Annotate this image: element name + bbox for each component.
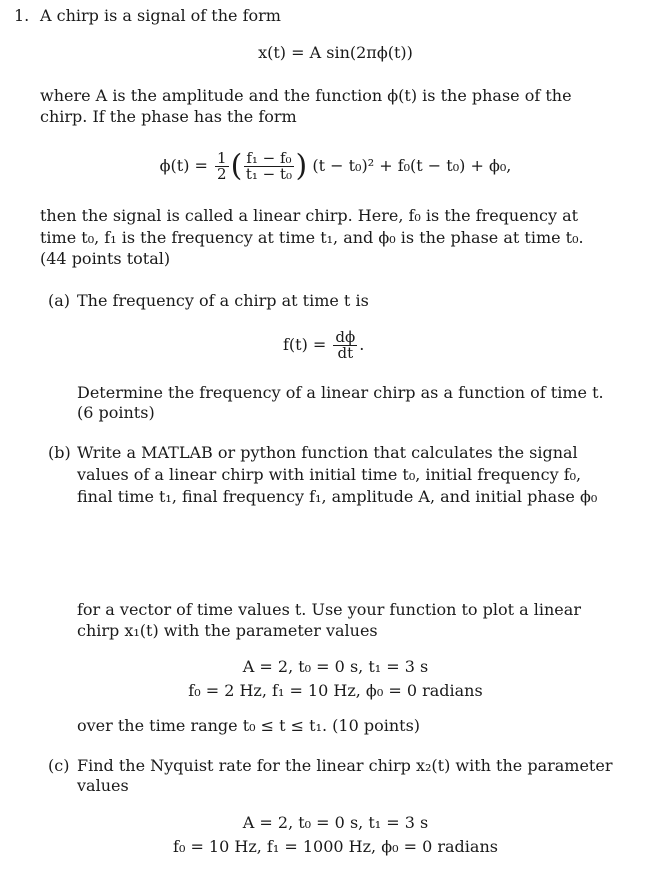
part-b-params-1: A = 2, t₀ = 0 s, t₁ = 3 s (242, 657, 429, 676)
part-c-line-2: values (77, 776, 129, 795)
phase-tail: (t − t₀)² + f₀(t − t₀) + ϕ₀, (312, 156, 512, 175)
problem-number: 1. (14, 6, 30, 25)
derivative-numerator: dϕ (335, 328, 356, 346)
frequency-lhs: f(t) = (283, 335, 327, 354)
part-c-params-2: f₀ = 10 Hz, f₁ = 1000 Hz, ϕ₀ = 0 radians (173, 837, 498, 856)
where-line-2: chirp. If the phase has the form (40, 107, 297, 126)
half-fraction (215, 151, 229, 182)
part-a-label: (a) (48, 291, 71, 310)
slope-denominator: t₁ − t₀ (245, 165, 293, 183)
half-denominator: 2 (217, 165, 227, 183)
phase-equation: ϕ(t) = $\frac{1}{2}$ ( $\frac{\text{f₁ − f₀}}{\text{t₁ − t₀}}$ ) (t − t₀)² + f₀(t − t₀) + ϕ₀, (159, 148, 512, 184)
part-c-line-1: Find the Nyquist rate for the linear chirp x₂(t) with the parameter (77, 756, 613, 775)
points-total: (44 points total) (40, 249, 171, 268)
frequency-eq-end: . (359, 335, 365, 354)
then-line-2: time t₀, f₁ is the frequency at time t₁, and ϕ₀ is the phase at time t₀. (40, 228, 584, 247)
part-a-determine-2: (6 points) (77, 403, 155, 422)
phase-lhs: ϕ(t) = (159, 156, 208, 175)
part-b-range: over the time range t₀ ≤ t ≤ t₁. (10 points) (77, 716, 421, 735)
part-b-cont-2: chirp x₁(t) with the parameter values (77, 621, 378, 640)
part-c-params-1: A = 2, t₀ = 0 s, t₁ = 3 s (242, 813, 429, 832)
part-a-text: The frequency of a chirp at time t is (77, 291, 369, 310)
slope-fraction (244, 151, 293, 182)
slope-numerator: f₁ − f₀ (246, 149, 292, 167)
part-b-line-1: Write a MATLAB or python function that calculates the signal (77, 443, 578, 462)
where-line-1: where A is the amplitude and the function ϕ(t) is the phase of the (40, 86, 572, 105)
part-b-params-2: f₀ = 2 Hz, f₁ = 10 Hz, ϕ₀ = 0 radians (188, 681, 483, 700)
signal-equation: x(t) = A sin(2πϕ(t)) (258, 43, 413, 62)
derivative-fraction (333, 330, 357, 361)
part-b-line-2: values of a linear chirp with initial time t₀, initial frequency f₀, (77, 465, 582, 484)
part-b-cont-1: for a vector of time values t. Use your function to plot a linear (77, 600, 581, 619)
part-a-determine-1: Determine the frequency of a linear chirp as a function of time t. (77, 383, 604, 402)
frequency-equation (283, 325, 364, 365)
derivative-denominator: dt (337, 344, 354, 362)
part-b-line-3: final time t₁, final frequency f₁, amplitude A, and initial phase ϕ₀ (77, 487, 598, 506)
part-b-label: (b) (48, 443, 71, 462)
problem-intro: A chirp is a signal of the form (40, 6, 281, 25)
then-line-1: then the signal is called a linear chirp. Here, f₀ is the frequency at (40, 206, 579, 225)
part-c-label: (c) (48, 756, 70, 775)
half-numerator: 1 (217, 149, 227, 167)
